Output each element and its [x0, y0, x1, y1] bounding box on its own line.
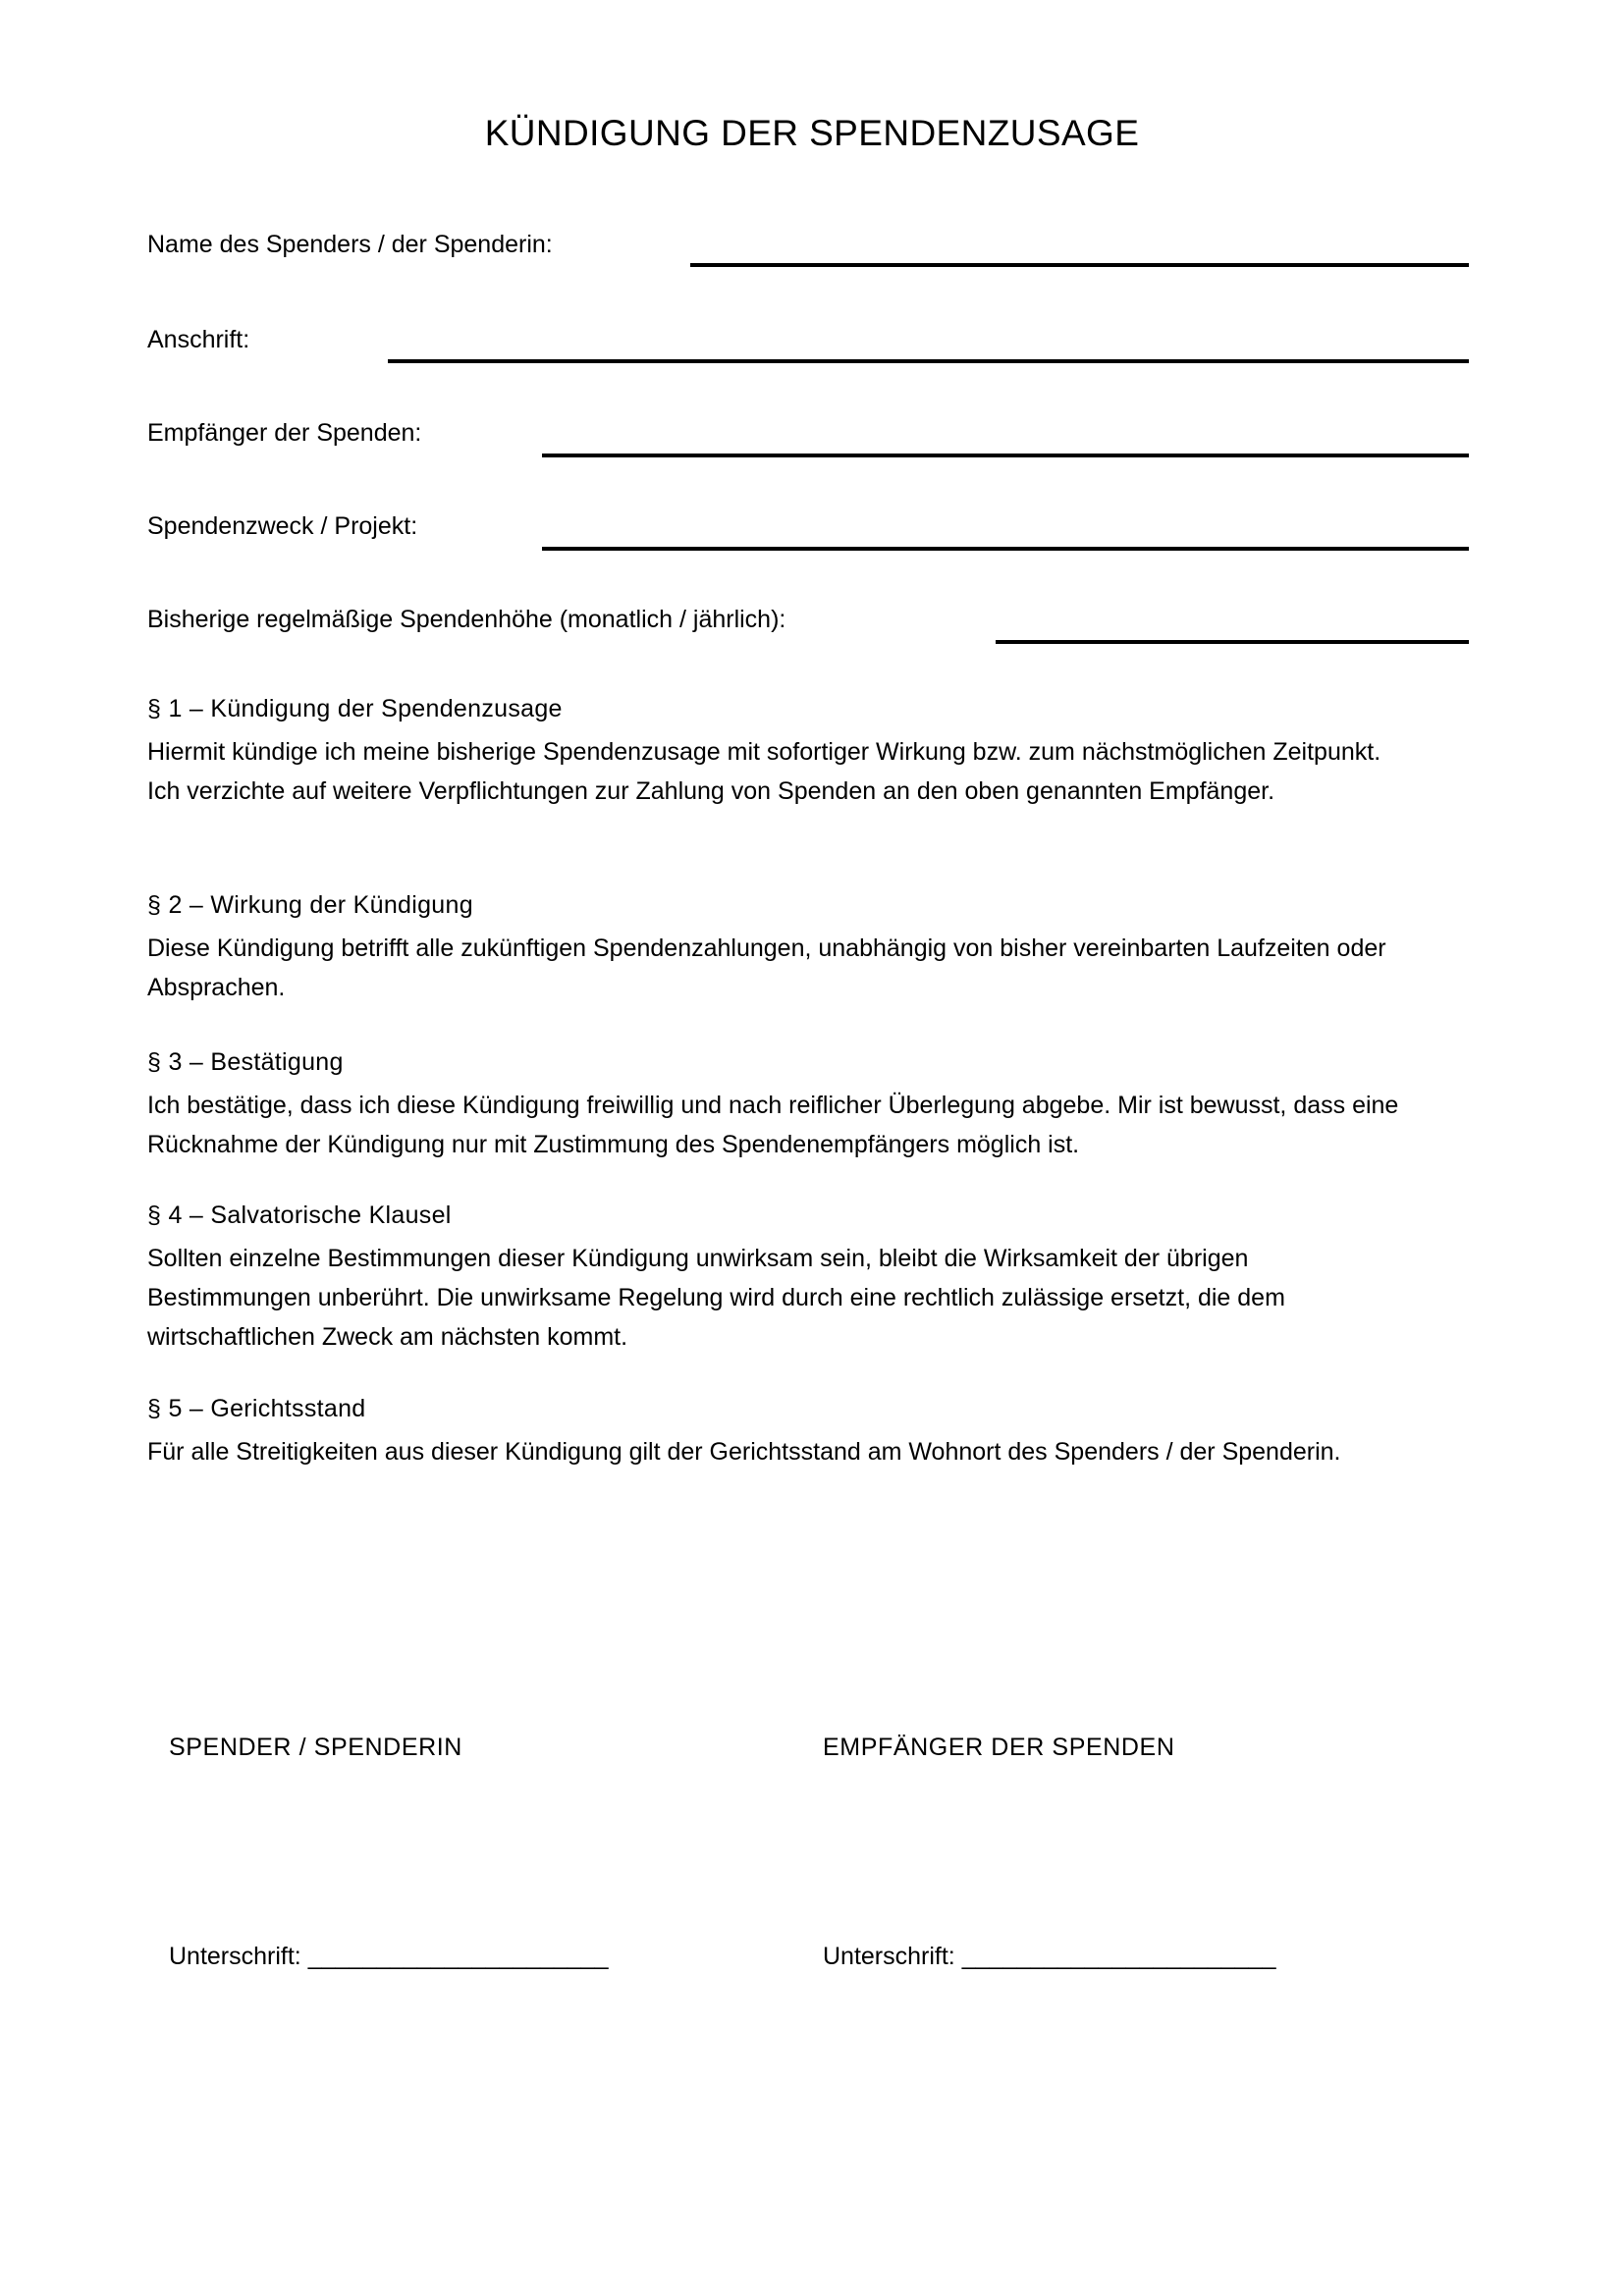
field-rule-amount[interactable] — [996, 640, 1469, 644]
section-3-body: Ich bestätige, dass ich diese Kündigung freiwillig und nach reiflicher Überlegung abgebe. Mir ist bewusst, dass eine Rücknahme der Kündigung nur mit Zustimmung des Spendenempfängers möglich ist. — [147, 1092, 1399, 1158]
section-4-body: Sollten einzelne Bestimmungen dieser Kündigung unwirksam sein, bleibt die Wirksamkeit der übrigen Bestimmungen unberührt. Die unwirksame Regelung wird durch eine rechtlich zulässige ersetzt, die dem wirtschaftlichen Zweck am nächsten kommt. — [147, 1245, 1285, 1351]
field-label-donor-name: Name des Spenders / der Spenderin: — [147, 231, 553, 258]
section-1 — [147, 689, 1404, 811]
field-rule-donor-name[interactable] — [690, 263, 1469, 267]
section-2-body: Diese Kündigung betrifft alle zukünftigen Spendenzahlungen, unabhängig von bisher vereinbarten Laufzeiten oder Absprachen. — [147, 934, 1386, 1001]
signature-heading-donor: SPENDER / SPENDERIN — [169, 1734, 462, 1761]
section-2-heading: § 2 – Wirkung der Kündigung — [147, 891, 473, 919]
page-title: KÜNDIGUNG DER SPENDENZUSAGE — [484, 113, 1140, 153]
section-2 — [147, 885, 1404, 1007]
section-3-heading: § 3 – Bestätigung — [147, 1048, 344, 1076]
signature-line-recipient[interactable]: Unterschrift: _______________________ — [823, 1943, 1276, 1970]
section-3 — [147, 1042, 1404, 1164]
signature-line-donor[interactable]: Unterschrift: ______________________ — [169, 1943, 609, 1970]
field-rule-address[interactable] — [388, 359, 1469, 363]
section-5 — [147, 1389, 1404, 1471]
section-1-heading: § 1 – Kündigung der Spendenzusage — [147, 695, 563, 722]
section-4-heading: § 4 – Salvatorische Klausel — [147, 1201, 452, 1229]
field-label-purpose: Spendenzweck / Projekt: — [147, 512, 418, 540]
section-5-heading: § 5 – Gerichtsstand — [147, 1395, 366, 1422]
section-1-body: Hiermit kündige ich meine bisherige Spendenzusage mit sofortiger Wirkung bzw. zum nächstmöglichen Zeitpunkt. Ich verzichte auf weitere Verpflichtungen zur Zahlung von Spenden an den oben genannten Empfänger. — [147, 738, 1381, 805]
field-rule-recipient[interactable] — [542, 454, 1469, 457]
signature-heading-recipient: EMPFÄNGER DER SPENDEN — [823, 1734, 1175, 1761]
field-label-address: Anschrift: — [147, 326, 250, 353]
section-4 — [147, 1196, 1404, 1357]
section-5-body: Für alle Streitigkeiten aus dieser Kündigung gilt der Gerichtsstand am Wohnort des Spenders / der Spenderin. — [147, 1438, 1341, 1466]
field-rule-purpose[interactable] — [542, 547, 1469, 551]
field-label-recipient: Empfänger der Spenden: — [147, 419, 422, 447]
field-label-amount: Bisherige regelmäßige Spendenhöhe (monatlich / jährlich): — [147, 606, 786, 633]
